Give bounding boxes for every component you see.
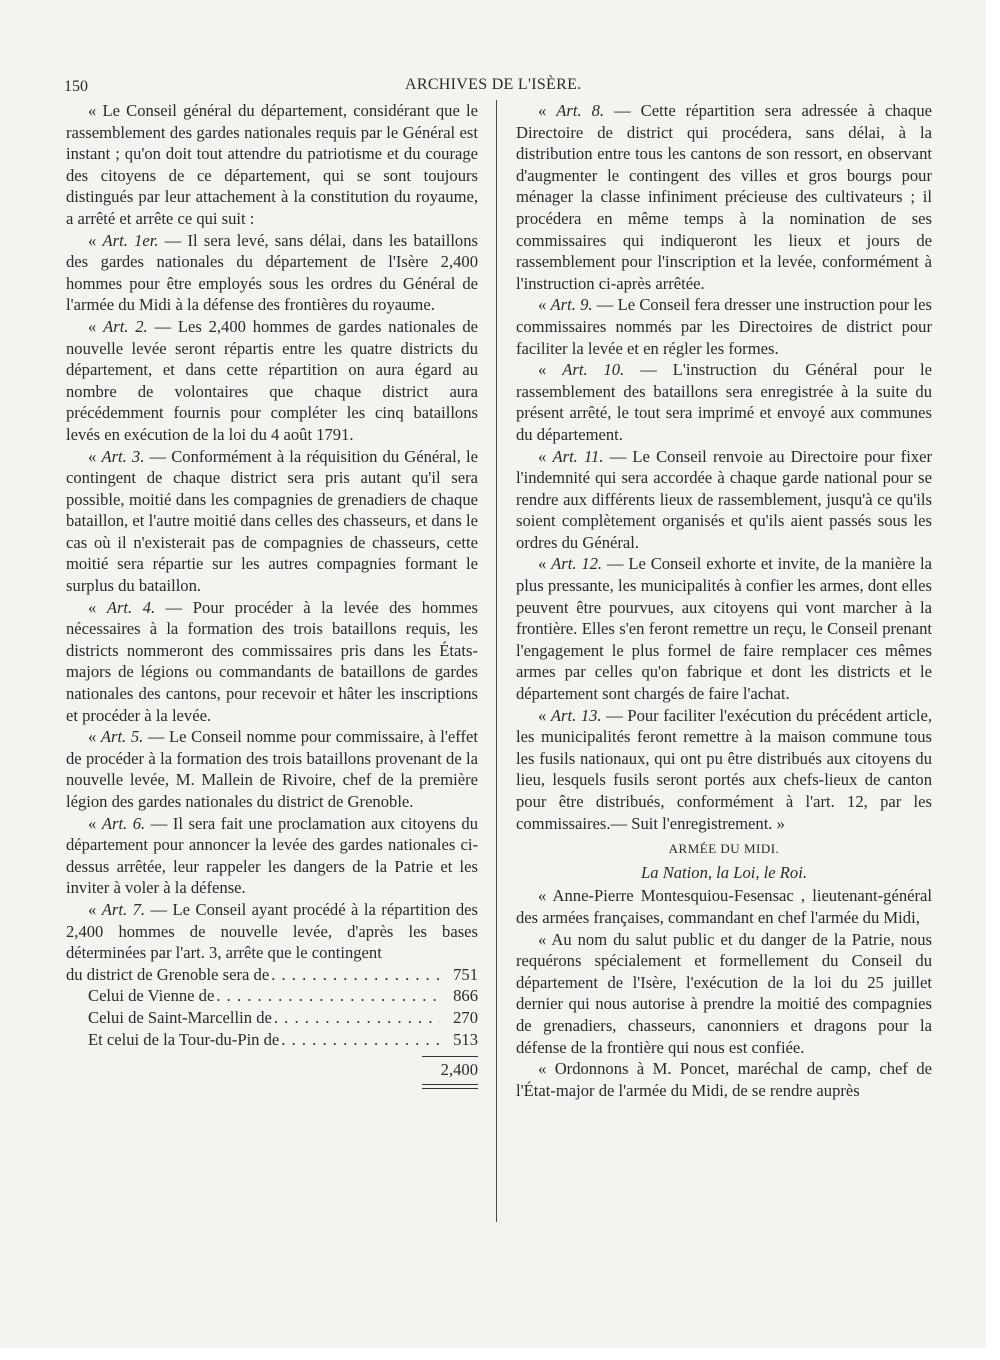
section-heading: ARMÉE DU MIDI. bbox=[668, 841, 780, 857]
article-2: « Art. 2. — Les 2,400 hommes de gardes nationales de nouvelle levée seront répartis entre les quatre districts du département, et dans cette répartition on aura égard au nombre de volontaires que chaque district aura précédemment fournis pour compléter les cinq bataillons levés en exécution de la loi du 4 août 1791. bbox=[66, 316, 479, 444]
article-label: Art. 10. bbox=[562, 360, 625, 380]
article-label: Art. 8. bbox=[556, 101, 605, 120]
article-13: « Art. 13. — Pour faciliter l'exécution du précédent article, les municipalités feront remettre à la maison commune tous les fusils nationaux, qui ont pu être distribués aux citoyens du lieu, lesquels fusils seront portés aux chefs-lieux de canton pour être distribués, conformément à l'art. 12, par les commissaires.— Suit l'enregistrement. » bbox=[516, 705, 932, 833]
allocation-value: 866 bbox=[453, 986, 478, 1006]
motto: La Nation, la Loi, le Roi. bbox=[641, 862, 807, 882]
article-label: Art. 12. bbox=[551, 554, 603, 574]
left-column bbox=[66, 100, 478, 1089]
allocation-total-row bbox=[66, 1056, 478, 1081]
allocation-row-grenoble bbox=[66, 964, 478, 986]
intro-paragraph: « Le Conseil général du département, considérant que le rassemblement des gardes nationales requis par le Général est instant ; qu'on doit tout attendre du patriotisme et du courage des citoyens de ce département, qui se sont toujours distingués par leur attachement à la constitution du royaume, a arrêté et arrête ce qui suit : bbox=[66, 101, 478, 228]
article-label: Art. 1er. bbox=[102, 230, 159, 250]
article-text: — Le Conseil fera dresser une instruction pour les commissaires nommés par les Directoires de district pour faciliter la levée et en régler les formes. bbox=[516, 295, 932, 358]
article-12: « Art. 12. — Le Conseil exhorte et invite, de la manière la plus pressante, les municipalités à confier les armes, dont elles peuvent être pourvues, aux citoyens qui vont marcher à la frontière. Elles s'en feront remettre un reçu, le Conseil prenant l'engagement le plus formel de faire remplacer ces mêmes armes par celles qu'on fabrique et dont les districts et le département sont chargés de faire l'achat. bbox=[516, 554, 932, 704]
article-text: — Le Conseil nomme pour commissaire, à l'effet de procéder à la formation des trois bataillons provenant de la nouvelle levée, M. Mallein de Rivoire, chef de la première légion des gardes nationales du district de Grenoble. bbox=[66, 727, 478, 811]
article-label: Art. 9. bbox=[550, 295, 593, 315]
article-label: Art. 4. bbox=[106, 597, 156, 617]
article-3: « Art. 3. — Conformément à la réquisition du Général, le contingent de chaque district sera pris autant qu'il sera possible, moitié dans les compagnies de grenadiers de chaque bataillon, et l'autre moitié dans celles des chasseurs, et dans le cas où il n'existerait pas de compagnies de chasseurs, cette moitié sera répartie sur les autres compagnies formant le surplus du bataillon. bbox=[66, 446, 479, 596]
article-text: — L'instruction du Général pour le rassemblement des bataillons sera enregistrée à la suite du présent arrêté, le tout sera imprimé et envoyé aux communes du département. bbox=[516, 360, 933, 444]
article-label: Art. 13. bbox=[550, 705, 602, 725]
column-divider bbox=[496, 100, 497, 1222]
article-text: — Le Conseil ayant procédé à la répartition des 2,400 hommes de nouvelle levée, d'après les bases déterminées par l'art. 3, arrête que le contingent bbox=[66, 899, 478, 963]
article-7: « Art. 7. — Le Conseil ayant procédé à la répartition des 2,400 hommes de nouvelle levée, d'après les bases déterminées par l'art. 3, arrête que le contingent bbox=[66, 899, 478, 963]
scan-margin-bottom bbox=[0, 1348, 1000, 1360]
article-text: — Conformément à la réquisition du Général, le contingent de chaque district sera pris autant qu'il sera possible, moitié dans les compagnies de grenadiers de chaque bataillon, et l'autre moitié dans celles des chasseurs, et dans le cas où il n'existerait pas de compagnies de chasseurs, cette moitié sera répartie sur les autres compagnies formant le surplus du bataillon. bbox=[66, 446, 479, 596]
article-label: Art. 5. bbox=[100, 727, 144, 747]
article-label: Art. 6. bbox=[101, 813, 146, 833]
allocation-row-saint-marcellin bbox=[66, 1007, 478, 1029]
article-label: Art. 2. bbox=[103, 316, 148, 336]
article-1: « Art. 1er. — Il sera levé, sans délai, dans les bataillons des gardes nationales du département de l'Isère 2,400 hommes pour être employés sous les ordres du Général de l'armée du Midi à la défense des frontières du royaume. bbox=[66, 230, 478, 315]
article-text: — Il sera levé, sans délai, dans les bataillons des gardes nationales du département de l'Isère 2,400 hommes pour être employés sous les ordres du Général de l'armée du Midi à la défense des frontières du royaume. bbox=[66, 230, 478, 315]
article-text: — Le Conseil exhorte et invite, de la manière la plus pressante, les municipalités à confier les armes, dont elles peuvent être pourvues, aux citoyens qui vont marcher à la frontière. Elles s'en feront remettre un reçu, le Conseil prenant l'engagement le plus formel de faire remplacer ces mêmes armes par celles qu'on fabrique et dont les districts et le département sont chargés de faire l'achat. bbox=[516, 554, 932, 704]
article-label: Art. 7. bbox=[101, 899, 146, 919]
article-10: « Art. 10. — L'instruction du Général pour le rassemblement des bataillons sera enregistrée à la suite du présent arrêté, le tout sera imprimé et envoyé aux communes du département. bbox=[516, 360, 933, 444]
dot-leader bbox=[274, 1007, 440, 1029]
requisition-paragraph: « Au nom du salut public et du danger de la Patrie, nous requérons spécialement et formellement du Conseil du département de l'Isère, l'exécution de la loi du 25 juillet dernier qui nous autorise à prendre la moitié des compagnies de grenadiers, chasseurs, canonniers et dragons pour la défense de la frontière qui nous est confiée. bbox=[516, 929, 932, 1057]
article-label: Art. 11. bbox=[552, 446, 604, 466]
allocation-label: Celui de Saint-Marcellin de bbox=[88, 1007, 272, 1027]
article-6: « Art. 6. — Il sera fait une proclamation aux citoyens du département pour annoncer la levée des gardes nationales ci-dessus arrêtée, leur rappeler les dangers de la Patrie et les inviter à voler à la défense. bbox=[66, 813, 478, 898]
allocation-label: Celui de Vienne de bbox=[88, 986, 215, 1006]
page-number: 150 bbox=[64, 78, 88, 95]
dot-leader bbox=[271, 964, 440, 986]
article-text: — Pour procéder à la levée des hommes nécessaires à la formation des trois bataillons requis, les districts nommeront des commissaires pris dans les États-majors de légions ou commandants de bataillons de gardes nationales des cantons, pour recevoir et hâter les inscriptions et procéder à la levée. bbox=[66, 597, 478, 725]
article-text: — Cette répartition sera adressée à chaque Directoire de district qui procédera, sans délai, à la distribution entre tous les cantons de son ressort, en observant d'augmenter le contingent des villes et gros bourgs pour ménager la classe infiniment précieuse des cultivateurs ; il procédera en même temps à la nomination de ses commissaires qui indiqueront les lieux et jours de rassemblement pour l'inscription et la levée, conformément à l'instruction ci-après arrêtée. bbox=[516, 101, 933, 293]
total-double-rule bbox=[422, 1084, 478, 1089]
running-head: ARCHIVES DE L'ISÈRE. bbox=[405, 76, 582, 93]
article-4: « Art. 4. — Pour procéder à la levée des hommes nécessaires à la formation des trois bataillons requis, les districts nommeront des commissaires pris dans les États-majors de légions ou commandants de bataillons de gardes nationales des cantons, pour recevoir et hâter les inscriptions et procéder à la levée. bbox=[66, 597, 478, 725]
general-paragraph: « Anne-Pierre Montesquiou-Fesensac , lieutenant-général des armées françaises, commandant en chef l'armée du Midi, bbox=[516, 886, 932, 927]
allocation-row-vienne bbox=[66, 985, 478, 1007]
allocation-total: 2,400 bbox=[422, 1056, 478, 1081]
right-column bbox=[516, 100, 932, 1101]
allocation-label: Et celui de la Tour-du-Pin de bbox=[88, 1029, 280, 1049]
allocation-value: 270 bbox=[453, 1007, 478, 1027]
dot-leader bbox=[216, 985, 440, 1007]
article-text: — Pour faciliter l'exécution du précédent article, les municipalités feront remettre à la maison commune tous les fusils nationaux, qui ont pu être distribués aux citoyens du lieu, lesquels fusils seront portés aux chefs-lieux de canton pour être distribués, conformément à l'art. 12, par les commissaires.— Suit l'enregistrement. » bbox=[516, 705, 932, 833]
article-5: « Art. 5. — Le Conseil nomme pour commissaire, à l'effet de procéder à la formation des trois bataillons provenant de la nouvelle levée, M. Mallein de Rivoire, chef de la première légion des gardes nationales du district de Grenoble. bbox=[66, 727, 478, 811]
article-11: « Art. 11. — Le Conseil renvoie au Directoire pour fixer l'indemnité qui sera accordée à chaque garde national pour se rendre aux différents lieux de rassemblement, jusqu'à ce qu'ils soient complètement organisés et qu'ils aient passés sous les ordres du Général. bbox=[516, 446, 933, 552]
article-text: — Il sera fait une proclamation aux citoyens du département pour annoncer la levée des gardes nationales ci-dessus arrêtée, leur rappeler les dangers de la Patrie et les inviter à voler à la défense. bbox=[66, 813, 478, 898]
article-9: « Art. 9. — Le Conseil fera dresser une instruction pour les commissaires nommés par les Directoires de district pour faciliter la levée et en régler les formes. bbox=[516, 295, 932, 358]
allocation-value: 751 bbox=[453, 964, 478, 984]
article-text: — Le Conseil renvoie au Directoire pour fixer l'indemnité qui sera accordée à chaque garde national pour se rendre aux différents lieux de rassemblement, jusqu'à ce qu'ils soient complètement organisés et qu'ils aient passés sous les ordres du Général. bbox=[516, 446, 933, 552]
order-paragraph: « Ordonnons à M. Poncet, maréchal de camp, chef de l'État-major de l'armée du Midi, de se rendre auprès bbox=[516, 1059, 932, 1100]
article-8: « Art. 8. — Cette répartition sera adressée à chaque Directoire de district qui procédera, sans délai, à la distribution entre tous les cantons de son ressort, en observant d'augmenter le contingent des villes et gros bourgs pour ménager la classe infiniment précieuse des cultivateurs ; il procédera en même temps à la nomination de ses commissaires qui indiqueront les lieux et jours de rassemblement pour l'inscription et la levée, conformément à l'instruction ci-après arrêtée. bbox=[516, 101, 933, 293]
allocation-row-tour-du-pin bbox=[66, 1029, 478, 1051]
allocation-value: 513 bbox=[453, 1029, 478, 1049]
scan-margin-right bbox=[986, 0, 1000, 1360]
article-text: — Les 2,400 hommes de gardes nationales de nouvelle levée seront répartis entre les quatre districts du département, et dans cette répartition on aura égard au nombre de volontaires que chaque district aura précédemment fournis pour compléter les cinq bataillons levés en exécution de la loi du 4 août 1791. bbox=[66, 316, 479, 444]
dot-leader bbox=[281, 1029, 440, 1051]
allocation-label: du district de Grenoble sera de bbox=[66, 964, 270, 984]
article-label: Art. 3. bbox=[101, 446, 145, 466]
